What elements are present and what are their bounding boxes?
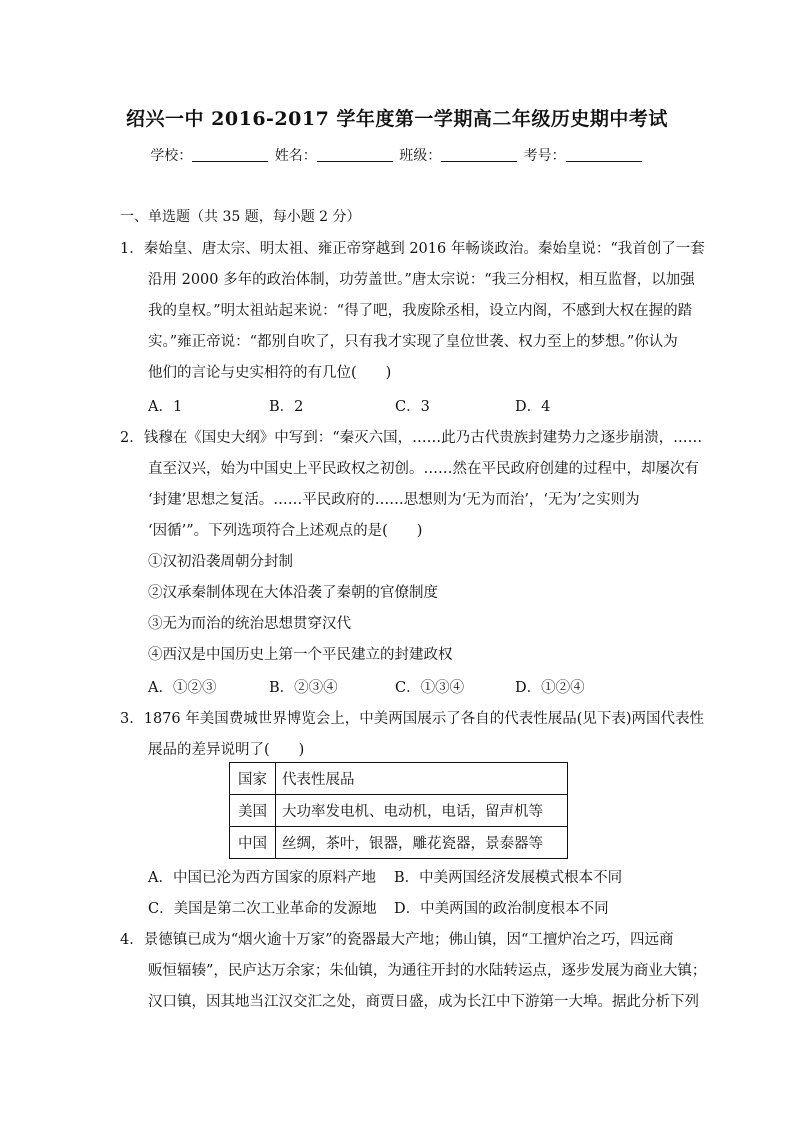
name-blank[interactable] xyxy=(317,149,393,162)
section-heading: 一、单选题（共 35 题，每小题 2 分） xyxy=(120,209,361,225)
q4-line: 贩恒辐辏”，民庐达万余家；朱仙镇，为通往开封的水陆转运点，逐步发展为商业大镇； xyxy=(148,963,707,979)
class-blank[interactable] xyxy=(441,149,517,162)
table-row xyxy=(230,795,568,827)
q3-option-c[interactable]: C．美国是第二次工业革命的发源地 xyxy=(148,901,377,917)
q2-line: 2．钱穆在《国史大纲》中写到：“秦灭六国，……此乃古代贵族封建势力之逐步崩溃，…… xyxy=(120,430,703,446)
table-cell: 美国 xyxy=(230,795,276,827)
q2-line: ‘封建’思想之复活。……平民政府的……思想则为‘无为而治’，‘无为’之实则为 xyxy=(148,492,640,508)
q2-item: ④西汉是中国历史上第一个平民建立的封建政权 xyxy=(148,647,453,663)
q3-option-b[interactable]: B．中美两国经济发展模式根本不同 xyxy=(394,870,623,886)
q1-options xyxy=(148,395,688,415)
q3-options-row2 xyxy=(148,897,688,917)
q3-line: 3．1876 年美国费城世界博览会上，中美两国展示了各自的代表性展品(见下表)两国代表性 xyxy=(120,711,705,727)
q2-options xyxy=(148,676,688,696)
q2-item: ①汉初沿袭周朝分封制 xyxy=(148,554,293,570)
q3-option-a[interactable]: A．中国已沦为西方国家的原料产地 xyxy=(148,870,376,886)
table-cell: 丝绸，茶叶，银器，雕花瓷器，景泰器等 xyxy=(276,827,568,859)
q3-line: 展品的差异说明了( ) xyxy=(148,742,305,758)
table-header-row xyxy=(230,763,568,795)
q1-option-c[interactable]: C．3 xyxy=(395,399,430,415)
table-header-cell: 代表性展品 xyxy=(276,763,568,795)
table-cell: 大功率发电机、电动机，电话，留声机等 xyxy=(276,795,568,827)
q4-line: 汉口镇，因其地当江汉交汇之处，商贾日盛，成为长江中下游第一大埠。据此分析下列 xyxy=(148,994,699,1010)
q4-line: 4．景德镇已成为“烟火逾十万家”的瓷器最大产地；佛山镇，因“工擅炉冶之巧，四远商 xyxy=(120,932,674,948)
table-header-cell: 国家 xyxy=(230,763,276,795)
school-blank[interactable] xyxy=(192,149,268,162)
q2-item: ②汉承秦制体现在大体沿袭了秦朝的官僚制度 xyxy=(148,585,438,601)
table-cell: 中国 xyxy=(230,827,276,859)
table-row xyxy=(230,827,568,859)
school-label: 学校： xyxy=(150,148,193,164)
q1-option-b[interactable]: B．2 xyxy=(269,399,304,415)
q1-line: 沿用 2000 多年的政治体制，功劳盖世。”唐太宗说：“我三分相权，相互监督，以加强 xyxy=(148,272,695,288)
q2-option-d[interactable]: D．①②④ xyxy=(515,680,585,696)
id-blank[interactable] xyxy=(566,149,642,162)
exam-title: 绍兴一中 2016-2017 学年度第一学期高二年级历史期中考试 xyxy=(126,108,668,130)
q2-option-a[interactable]: A．①②③ xyxy=(148,680,217,696)
student-info-row xyxy=(0,145,794,165)
exhibit-table xyxy=(229,762,568,859)
q2-line: 直至汉兴，始为中国史上平民政权之初创。……然在平民政府创建的过程中，却屡次有 xyxy=(148,461,699,477)
q1-line: 他们的言论与史实相符的有几位( ) xyxy=(148,365,392,381)
name-label: 姓名： xyxy=(274,148,317,164)
id-label: 考号： xyxy=(523,148,566,164)
q1-option-a[interactable]: A．1 xyxy=(148,399,183,415)
q1-line: 我的皇权。”明太祖站起来说：“得了吧，我废除丞相，设立内阁，不感到大权在握的踏 xyxy=(148,303,693,319)
q2-line: ‘因循’”。下列选项符合上述观点的是( ) xyxy=(148,523,423,539)
q2-item: ③无为而治的统治思想贯穿汉代 xyxy=(148,616,351,632)
q3-options-row1 xyxy=(148,866,688,886)
q2-option-c[interactable]: C．①③④ xyxy=(395,680,465,696)
q2-option-b[interactable]: B．②③④ xyxy=(269,680,338,696)
q1-line: 1．秦始皇、唐太宗、明太祖、雍正帝穿越到 2016 年畅谈政治。秦始皇说：“我首创了一套 xyxy=(120,241,705,257)
q1-option-d[interactable]: D．4 xyxy=(515,399,551,415)
q3-option-d[interactable]: D．中美两国的政治制度根本不同 xyxy=(394,901,609,917)
class-label: 班级： xyxy=(399,148,442,164)
q1-line: 实。”雍正帝说：“都别自吹了，只有我才实现了皇位世袭、权力至上的梦想。”你认为 xyxy=(148,334,678,350)
